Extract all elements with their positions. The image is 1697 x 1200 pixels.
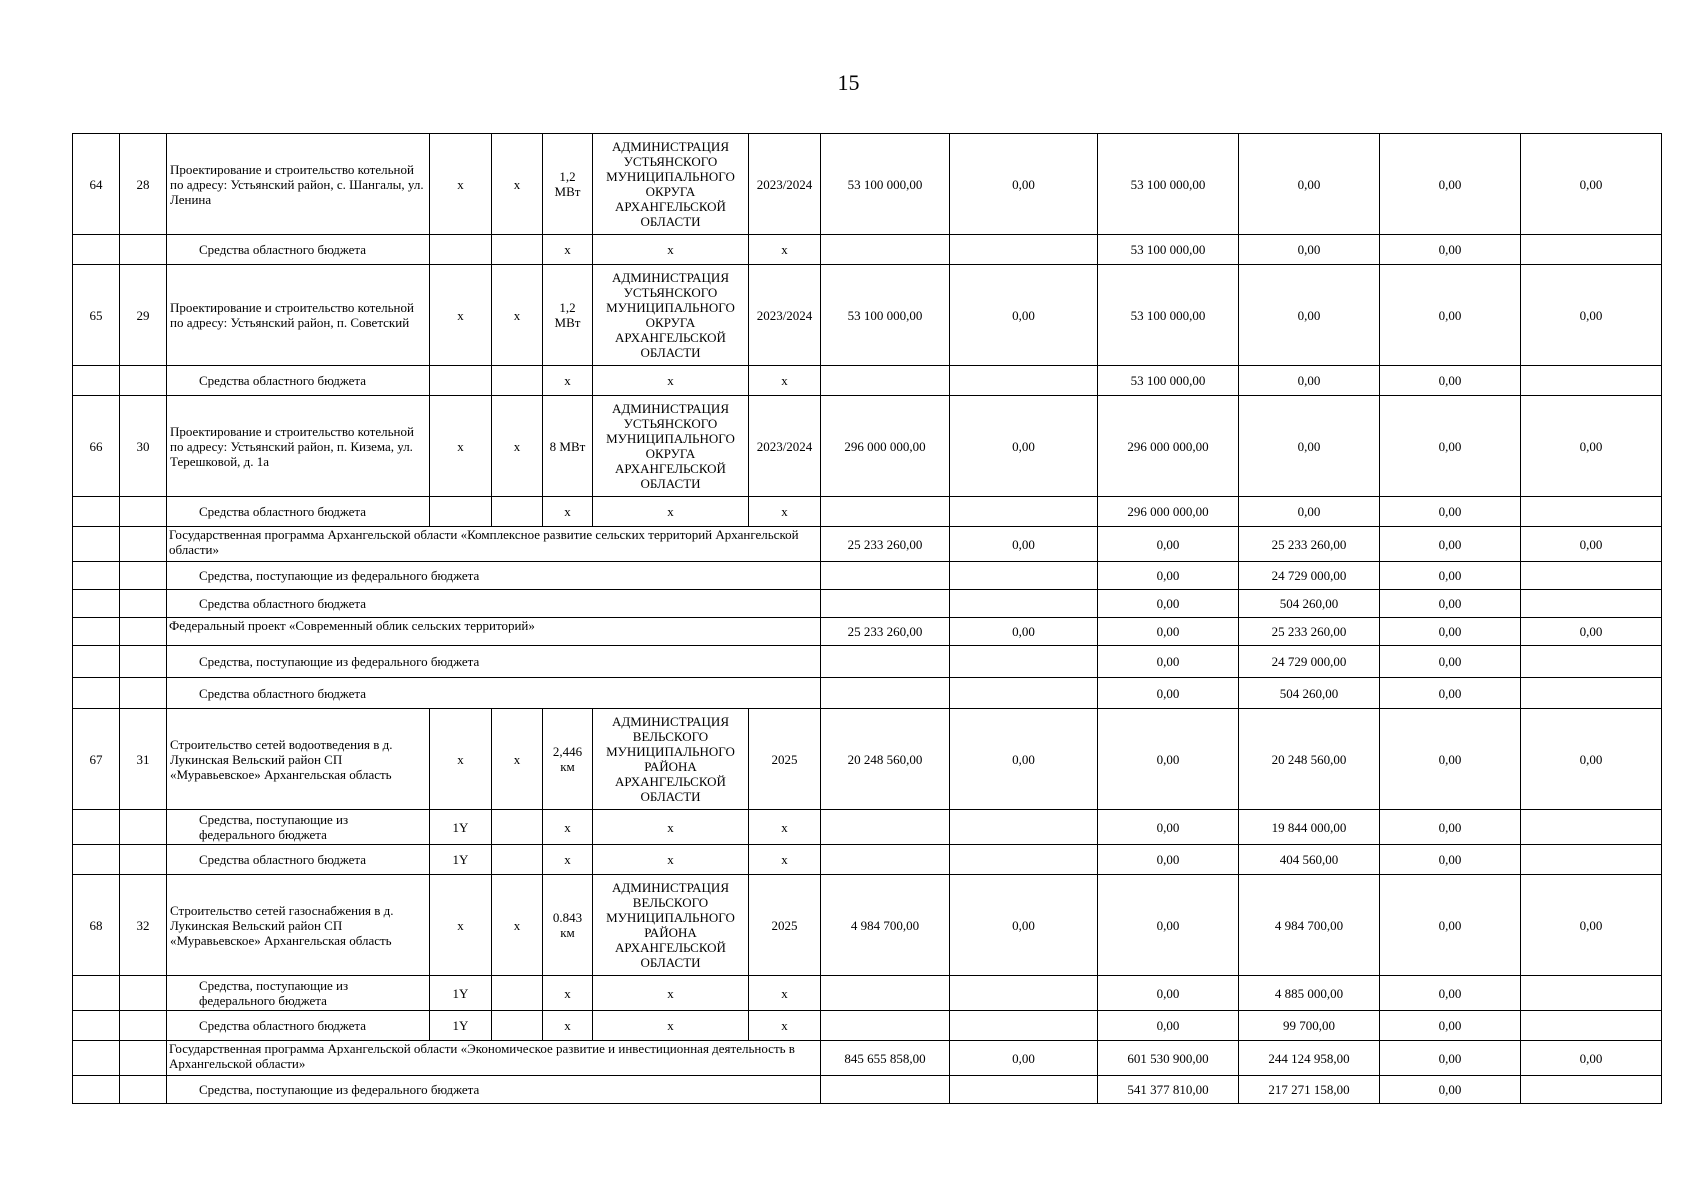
table-cell: 0,00	[1521, 396, 1662, 497]
table-cell: 0,00	[1521, 875, 1662, 976]
table-cell: x	[543, 976, 593, 1011]
table-cell: 68	[73, 875, 120, 976]
table-cell: 0,00	[1521, 618, 1662, 646]
table-cell: 31	[120, 709, 167, 810]
table-cell: 296 000 000,00	[1098, 497, 1239, 527]
table-row	[73, 1041, 1662, 1076]
table-cell: АДМИНИСТРАЦИЯ ВЕЛЬСКОГО МУНИЦИПАЛЬНОГО РАЙОНА АРХАНГЕЛЬСКОЙ ОБЛАСТИ	[593, 709, 749, 810]
table-cell: 504 260,00	[1239, 678, 1380, 709]
table-cell	[821, 678, 950, 709]
table-cell: 20 248 560,00	[1239, 709, 1380, 810]
table-cell: 0,00	[1380, 1076, 1521, 1104]
table-cell: 53 100 000,00	[1098, 366, 1239, 396]
table-cell: x	[749, 1011, 821, 1041]
table-cell: x	[749, 366, 821, 396]
table-cell: 601 530 900,00	[1098, 1041, 1239, 1076]
table-cell	[73, 497, 120, 527]
table-row	[73, 265, 1662, 366]
table-cell: 0,00	[1239, 134, 1380, 235]
table-cell: 0.843 км	[543, 875, 593, 976]
table-cell: 2023/2024	[749, 396, 821, 497]
table-cell	[1521, 976, 1662, 1011]
table-cell	[1521, 366, 1662, 396]
table-cell: 53 100 000,00	[1098, 134, 1239, 235]
table-cell: 0,00	[950, 709, 1098, 810]
table-cell: 0,00	[950, 1041, 1098, 1076]
table-cell: x	[749, 845, 821, 875]
table-cell: 25 233 260,00	[821, 527, 950, 562]
table-cell: Средства областного бюджета	[167, 1011, 430, 1041]
table-cell	[821, 646, 950, 678]
table-cell: 0,00	[1521, 1041, 1662, 1076]
table-cell	[492, 845, 543, 875]
table-cell: 4 885 000,00	[1239, 976, 1380, 1011]
table-cell: 25 233 260,00	[821, 618, 950, 646]
table-cell: 53 100 000,00	[821, 134, 950, 235]
table-cell	[492, 810, 543, 845]
table-cell: 1Y	[430, 810, 492, 845]
table-cell: x	[593, 810, 749, 845]
table-cell	[1521, 497, 1662, 527]
table-cell: 845 655 858,00	[821, 1041, 950, 1076]
table-cell	[73, 366, 120, 396]
table-cell	[73, 845, 120, 875]
table-cell: 0,00	[1239, 497, 1380, 527]
table-cell	[950, 1076, 1098, 1104]
table-cell: 0,00	[1380, 646, 1521, 678]
table-cell: x	[492, 396, 543, 497]
table-cell: 0,00	[1380, 366, 1521, 396]
table-cell: 0,00	[1098, 976, 1239, 1011]
table-cell	[1521, 845, 1662, 875]
table-cell: 4 984 700,00	[1239, 875, 1380, 976]
table-cell: 0,00	[1380, 562, 1521, 590]
table-cell	[120, 618, 167, 646]
table-cell	[950, 976, 1098, 1011]
table-cell: 1Y	[430, 1011, 492, 1041]
table-cell	[950, 562, 1098, 590]
table-cell	[120, 235, 167, 265]
table-row	[73, 875, 1662, 976]
table-cell: Средства областного бюджета	[167, 845, 430, 875]
table-cell	[950, 845, 1098, 875]
table-cell	[1521, 646, 1662, 678]
table-cell	[73, 618, 120, 646]
table-cell	[73, 678, 120, 709]
table-cell	[120, 366, 167, 396]
table-cell: x	[543, 845, 593, 875]
table-row	[73, 235, 1662, 265]
table-cell: 0,00	[1521, 527, 1662, 562]
table-cell	[950, 366, 1098, 396]
table-cell	[73, 562, 120, 590]
table-cell: 53 100 000,00	[1098, 265, 1239, 366]
table-cell: 0,00	[1098, 875, 1239, 976]
table-cell	[120, 1011, 167, 1041]
table-cell: x	[593, 845, 749, 875]
table-cell: 0,00	[1098, 845, 1239, 875]
table-cell: 1Y	[430, 976, 492, 1011]
table-cell: 4 984 700,00	[821, 875, 950, 976]
table-cell: 0,00	[1521, 709, 1662, 810]
table-cell: 0,00	[1098, 810, 1239, 845]
table-cell	[1521, 1076, 1662, 1104]
table-cell	[120, 1076, 167, 1104]
table-cell: 0,00	[1098, 562, 1239, 590]
table-cell	[73, 590, 120, 618]
table-cell: x	[430, 265, 492, 366]
table-cell: 0,00	[950, 875, 1098, 976]
table-cell: 30	[120, 396, 167, 497]
table-cell: Федеральный проект «Современный облик сельских территорий»	[167, 618, 821, 646]
table-cell: x	[749, 810, 821, 845]
table-cell	[821, 845, 950, 875]
table-cell: x	[430, 875, 492, 976]
table-cell: АДМИНИСТРАЦИЯ ВЕЛЬСКОГО МУНИЦИПАЛЬНОГО РАЙОНА АРХАНГЕЛЬСКОЙ ОБЛАСТИ	[593, 875, 749, 976]
table-cell	[430, 366, 492, 396]
table-row	[73, 646, 1662, 678]
table-cell: 32	[120, 875, 167, 976]
table-cell: 0,00	[1098, 590, 1239, 618]
table-cell: x	[492, 265, 543, 366]
table-cell: 0,00	[1380, 265, 1521, 366]
table-cell: x	[430, 134, 492, 235]
table-cell: АДМИНИСТРАЦИЯ УСТЬЯНСКОГО МУНИЦИПАЛЬНОГО ОКРУГА АРХАНГЕЛЬСКОЙ ОБЛАСТИ	[593, 396, 749, 497]
table-cell: Средства областного бюджета	[167, 590, 821, 618]
table-cell: Средства, поступающие из федерального бюджета	[167, 1076, 821, 1104]
table-cell: Средства, поступающие из федерального бюджета	[167, 976, 430, 1011]
table-cell	[120, 810, 167, 845]
table-cell: 0,00	[1521, 265, 1662, 366]
table-cell: x	[593, 976, 749, 1011]
table-cell: 0,00	[1380, 875, 1521, 976]
table-cell	[1521, 562, 1662, 590]
table-cell: 19 844 000,00	[1239, 810, 1380, 845]
table-cell: 0,00	[1380, 134, 1521, 235]
table-cell	[950, 590, 1098, 618]
table-cell: 0,00	[1380, 1041, 1521, 1076]
table-cell	[73, 976, 120, 1011]
table-cell: 0,00	[1380, 709, 1521, 810]
table-cell	[492, 976, 543, 1011]
table-cell: Средства областного бюджета	[167, 497, 430, 527]
table-cell: 2025	[749, 875, 821, 976]
table-cell: Государственная программа Архангельской области «Комплексное развитие сельских территорий Архангельской области»	[167, 527, 821, 562]
table-cell: 1,2 МВт	[543, 134, 593, 235]
table-row	[73, 562, 1662, 590]
table-row	[73, 845, 1662, 875]
table-cell: Средства, поступающие из федерального бюджета	[167, 562, 821, 590]
table-cell: 53 100 000,00	[821, 265, 950, 366]
table-cell	[821, 1011, 950, 1041]
table-cell: 0,00	[1239, 366, 1380, 396]
table-cell: Проектирование и строительство котельной по адресу: Устьянский район, п. Кизема, ул. Терешковой, д. 1а	[167, 396, 430, 497]
table-cell	[821, 497, 950, 527]
table-cell	[73, 646, 120, 678]
table-cell: АДМИНИСТРАЦИЯ УСТЬЯНСКОГО МУНИЦИПАЛЬНОГО ОКРУГА АРХАНГЕЛЬСКОЙ ОБЛАСТИ	[593, 265, 749, 366]
table-cell: 0,00	[1380, 845, 1521, 875]
table-cell	[120, 497, 167, 527]
page-number: 15	[837, 70, 860, 95]
table-cell	[120, 678, 167, 709]
table-row	[73, 810, 1662, 845]
table-cell: 2023/2024	[749, 265, 821, 366]
table-cell: 99 700,00	[1239, 1011, 1380, 1041]
table-cell	[120, 646, 167, 678]
table-cell	[950, 235, 1098, 265]
table-row	[73, 976, 1662, 1011]
table-cell: 0,00	[1380, 527, 1521, 562]
table-cell: 0,00	[1380, 678, 1521, 709]
table-cell	[821, 976, 950, 1011]
table-cell	[492, 1011, 543, 1041]
table-cell: 8 МВт	[543, 396, 593, 497]
table-cell	[120, 845, 167, 875]
table-cell: 0,00	[1239, 265, 1380, 366]
table-cell: Средства областного бюджета	[167, 678, 821, 709]
table-row	[73, 590, 1662, 618]
table-cell	[120, 527, 167, 562]
table-cell	[120, 1041, 167, 1076]
table-cell	[950, 810, 1098, 845]
table-cell	[821, 235, 950, 265]
table-cell: 0,00	[1098, 678, 1239, 709]
table-cell	[1521, 235, 1662, 265]
table-cell: 65	[73, 265, 120, 366]
table-row	[73, 1076, 1662, 1104]
table-cell: 0,00	[1380, 976, 1521, 1011]
table-cell: Средства, поступающие из федерального бюджета	[167, 810, 430, 845]
table-cell	[1521, 1011, 1662, 1041]
table-cell: 0,00	[1239, 396, 1380, 497]
table-cell: 0,00	[950, 618, 1098, 646]
table-cell	[1521, 810, 1662, 845]
table-cell: 1Y	[430, 845, 492, 875]
table-cell	[492, 497, 543, 527]
table-row	[73, 497, 1662, 527]
table-cell: 541 377 810,00	[1098, 1076, 1239, 1104]
table-row	[73, 366, 1662, 396]
table-cell	[492, 235, 543, 265]
table-cell: 0,00	[950, 134, 1098, 235]
table-cell: 0,00	[1380, 235, 1521, 265]
table-cell: 0,00	[1521, 134, 1662, 235]
table-cell	[120, 590, 167, 618]
table-cell: 1,2 МВт	[543, 265, 593, 366]
table-cell	[1521, 590, 1662, 618]
table-cell: x	[492, 875, 543, 976]
table-cell: x	[543, 810, 593, 845]
table-cell	[430, 497, 492, 527]
table-cell: 2025	[749, 709, 821, 810]
table-cell: Средства, поступающие из федерального бюджета	[167, 646, 821, 678]
table-cell: 25 233 260,00	[1239, 527, 1380, 562]
table-cell: 0,00	[1098, 618, 1239, 646]
table-row	[73, 396, 1662, 497]
table-cell: 244 124 958,00	[1239, 1041, 1380, 1076]
table-cell: 0,00	[1098, 646, 1239, 678]
table-cell: АДМИНИСТРАЦИЯ УСТЬЯНСКОГО МУНИЦИПАЛЬНОГО ОКРУГА АРХАНГЕЛЬСКОЙ ОБЛАСТИ	[593, 134, 749, 235]
table-row	[73, 618, 1662, 646]
table-cell: 28	[120, 134, 167, 235]
table-cell: x	[593, 497, 749, 527]
table-cell: 0,00	[950, 527, 1098, 562]
table-cell	[950, 1011, 1098, 1041]
table-cell	[120, 976, 167, 1011]
table-row	[73, 527, 1662, 562]
table-cell: 24 729 000,00	[1239, 562, 1380, 590]
table-cell: 296 000 000,00	[821, 396, 950, 497]
table-cell: x	[430, 396, 492, 497]
table-cell	[492, 366, 543, 396]
table-cell: 0,00	[1098, 709, 1239, 810]
table-cell: 53 100 000,00	[1098, 235, 1239, 265]
table-cell: x	[430, 709, 492, 810]
table-cell: 2023/2024	[749, 134, 821, 235]
table-cell: 0,00	[1380, 396, 1521, 497]
table-cell: x	[593, 1011, 749, 1041]
table-cell	[430, 235, 492, 265]
table-cell: 0,00	[1380, 618, 1521, 646]
table-cell	[950, 497, 1098, 527]
table-cell	[120, 562, 167, 590]
table-cell: 0,00	[1380, 810, 1521, 845]
table-cell: 217 271 158,00	[1239, 1076, 1380, 1104]
table-cell: x	[543, 366, 593, 396]
table-cell: 24 729 000,00	[1239, 646, 1380, 678]
table-cell: x	[749, 976, 821, 1011]
table-cell	[821, 590, 950, 618]
table-cell	[821, 562, 950, 590]
table-cell	[950, 678, 1098, 709]
table-cell: 0,00	[1380, 497, 1521, 527]
table-cell: x	[749, 497, 821, 527]
table-cell	[821, 1076, 950, 1104]
table-cell: x	[543, 497, 593, 527]
table-cell	[73, 1041, 120, 1076]
table-cell	[73, 1076, 120, 1104]
table-cell: 66	[73, 396, 120, 497]
table-cell	[73, 235, 120, 265]
table-cell	[73, 810, 120, 845]
table-cell: x	[543, 235, 593, 265]
table-cell: 404 560,00	[1239, 845, 1380, 875]
table-row	[73, 678, 1662, 709]
table-cell	[73, 527, 120, 562]
table-cell: Строительство сетей водоотведения в д. Лукинская Вельский район СП «Муравьевское» Архангельская область	[167, 709, 430, 810]
table-cell: 25 233 260,00	[1239, 618, 1380, 646]
table-cell: x	[492, 134, 543, 235]
table-cell: 64	[73, 134, 120, 235]
table-cell: 67	[73, 709, 120, 810]
table-cell	[1521, 678, 1662, 709]
table-cell	[73, 1011, 120, 1041]
table-cell: 0,00	[1380, 1011, 1521, 1041]
table-cell	[821, 366, 950, 396]
table-cell	[950, 646, 1098, 678]
table-cell: 0,00	[950, 265, 1098, 366]
table-cell: Средства областного бюджета	[167, 366, 430, 396]
table-row	[73, 709, 1662, 810]
table-cell: 0,00	[1098, 527, 1239, 562]
table-cell: Проектирование и строительство котельной по адресу: Устьянский район, п. Советский	[167, 265, 430, 366]
table-cell	[821, 810, 950, 845]
table-cell: Средства областного бюджета	[167, 235, 430, 265]
table-cell: 0,00	[1380, 590, 1521, 618]
table-cell: Строительство сетей газоснабжения в д. Лукинская Вельский район СП «Муравьевское» Архангельская область	[167, 875, 430, 976]
table-cell: 2,446 км	[543, 709, 593, 810]
table-row	[73, 1011, 1662, 1041]
table-cell: 0,00	[950, 396, 1098, 497]
table-cell: Государственная программа Архангельской области «Экономическое развитие и инвестиционная деятельность в Архангельской области»	[167, 1041, 821, 1076]
table-cell: 20 248 560,00	[821, 709, 950, 810]
table-cell: 296 000 000,00	[1098, 396, 1239, 497]
table-cell: 0,00	[1098, 1011, 1239, 1041]
table-cell: x	[543, 1011, 593, 1041]
budget-table	[72, 133, 1662, 1104]
table-cell: 29	[120, 265, 167, 366]
table-cell: Проектирование и строительство котельной по адресу: Устьянский район, с. Шангалы, ул. Ленина	[167, 134, 430, 235]
table-cell: x	[593, 366, 749, 396]
table-cell: x	[593, 235, 749, 265]
table-cell: x	[492, 709, 543, 810]
table-cell: 504 260,00	[1239, 590, 1380, 618]
table-row	[73, 134, 1662, 235]
table-cell: x	[749, 235, 821, 265]
table-cell: 0,00	[1239, 235, 1380, 265]
